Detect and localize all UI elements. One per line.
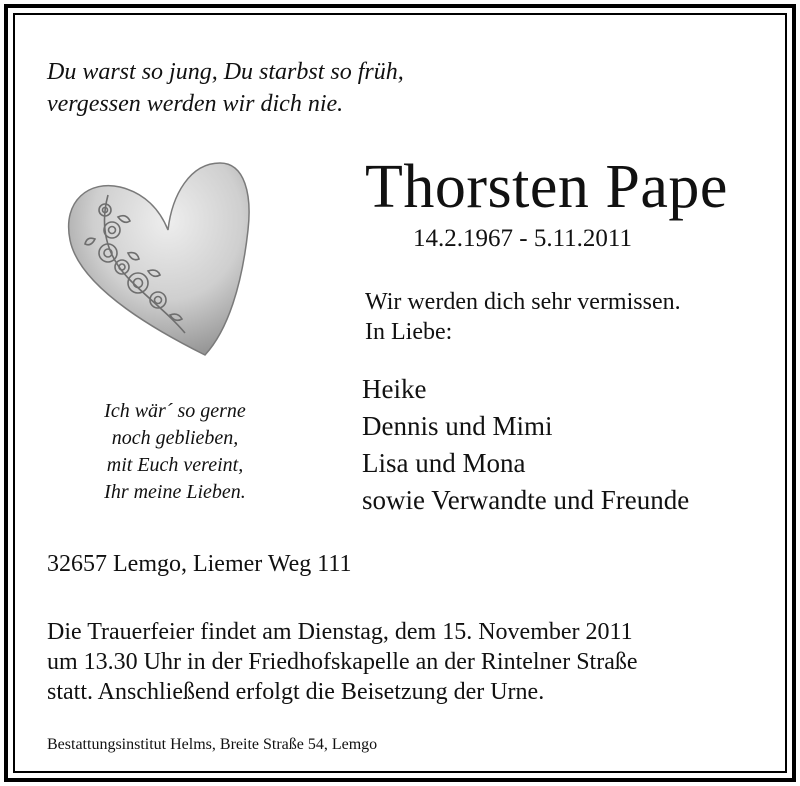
mourner-4: sowie Verwandte und Freunde xyxy=(362,485,690,515)
motto-line-2: vergessen werden wir dich nie. xyxy=(47,91,344,117)
mourner-3: Lisa und Mona xyxy=(362,448,526,478)
poem-line-3: mit Euch vereint, xyxy=(106,454,244,476)
ceremony-line-1: Die Trauerfeier findet am Dienstag, dem 15. November 2011 xyxy=(47,619,633,645)
farewell-line-2: In Liebe: xyxy=(365,319,453,345)
motto xyxy=(47,56,404,120)
mourner-1: Heike xyxy=(362,374,427,404)
farewell-line-1: Wir werden dich sehr vermissen. xyxy=(365,289,681,315)
undertaker-info: Bestattungsinstitut Helms, Breite Straße 54, Lemgo xyxy=(47,736,378,753)
life-dates: 14.2.1967 - 5.11.2011 xyxy=(413,225,632,252)
poem xyxy=(60,398,290,506)
mourner-2: Dennis und Mimi xyxy=(362,411,553,441)
motto-line-1: Du warst so jung, Du starbst so früh, xyxy=(47,59,404,85)
poem-line-1: Ich wär´ so gerne xyxy=(104,400,246,422)
family-address: 32657 Lemgo, Liemer Weg 111 xyxy=(47,551,352,577)
ceremony-notice xyxy=(47,617,638,707)
farewell-message xyxy=(365,287,681,347)
ceremony-line-3: statt. Anschließend erfolgt die Beisetzung der Urne. xyxy=(47,679,545,705)
poem-line-4: Ihr meine Lieben. xyxy=(104,481,246,503)
poem-line-2: noch geblieben, xyxy=(111,427,239,449)
mourners-list xyxy=(362,371,689,519)
deceased-name: Thorsten Pape xyxy=(365,153,728,221)
stone-heart-with-roses-icon xyxy=(60,155,255,365)
ceremony-line-2: um 13.30 Uhr in der Friedhofskapelle an der Rintelner Straße xyxy=(47,649,638,675)
